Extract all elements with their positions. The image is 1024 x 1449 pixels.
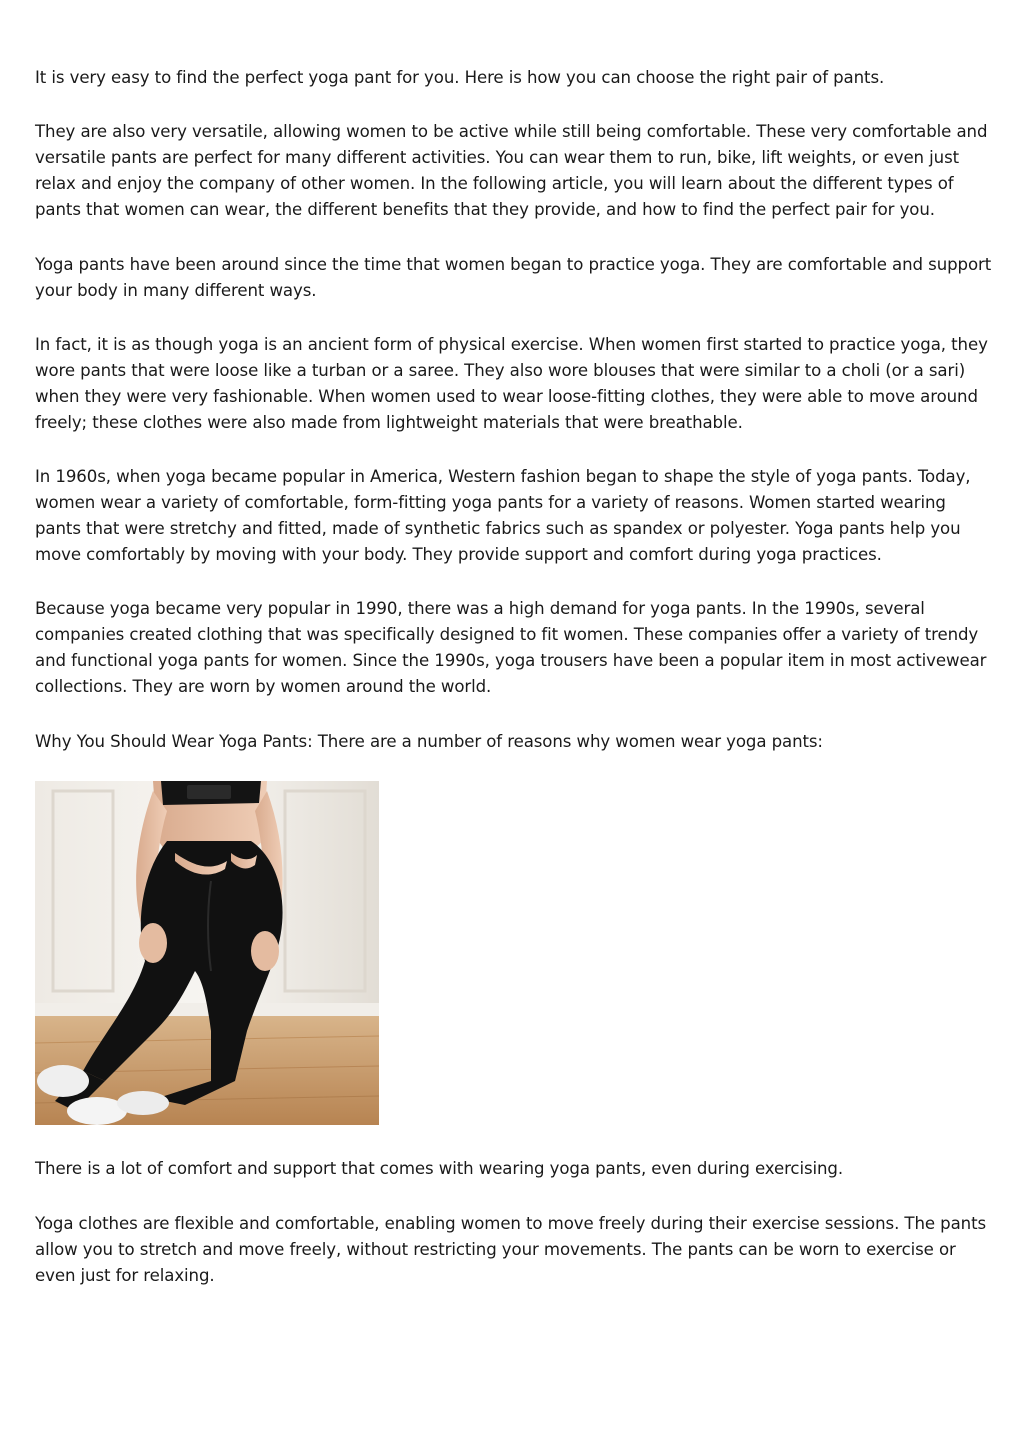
paragraph-history: Yoga pants have been around since the time that women began to practice yoga. They are comfortable and support your body in many different ways. — [35, 255, 992, 300]
paragraph-1990s: Because yoga became very popular in 1990, there was a high demand for yoga pants. In the 1990s, several companies created clothing that was specifically designed to fit women. These companies offer a variety of trendy and functional yoga pants for women. Since the 1990s, yoga trousers have been a popular item in most activewear collections. They are worn by women around the world. — [35, 599, 987, 696]
paragraph-flexible: Yoga clothes are flexible and comfortable, enabling women to move freely during their exercise sessions. The pants allow you to stretch and move freely, without restricting your movements. The pants can be worn to exercise or even just for relaxing. — [35, 1214, 987, 1285]
paragraph-ancient-form: In fact, it is as though yoga is an ancient form of physical exercise. When women first started to practice yoga, they wore pants that were loose like a turban or a saree. They also wore blouses that were similar to a choli (or a sari) when they were very fashionable. When women used to wear loose-fitting clothes, they were able to move around freely; these clothes were also made from lightweight materials that were breathable. — [35, 335, 988, 432]
paragraph-why-wear: Why You Should Wear Yoga Pants: There are a number of reasons why women wear yoga pants: — [35, 732, 823, 751]
yoga-pants-illustration — [35, 781, 379, 1125]
paragraph-intro: It is very easy to find the perfect yoga pant for you. Here is how you can choose the right pair of pants. — [35, 68, 885, 87]
paragraph-versatility: They are also very versatile, allowing women to be active while still being comfortable. These very comfortable and versatile pants are perfect for many different activities. You can wear them to run, bike, lift weights, or even just relax and enjoy the company of other women. In the following article, you will learn about the different types of pants that women can wear, the different benefits that they provide, and how to find the perfect pair for you. — [35, 122, 988, 219]
paragraph-1960s: In 1960s, when yoga became popular in America, Western fashion began to shape the style of yoga pants. Today, women wear a variety of comfortable, form-fitting yoga pants for a variety of reasons. Women started wearing pants that were stretchy and fitted, made of synthetic fabrics such as spandex or polyester. Yoga pants help you move comfortably by moving with your body. They provide support and comfort during yoga practices. — [35, 467, 971, 564]
yoga-pants-photo — [35, 781, 379, 1125]
paragraph-comfort-support: There is a lot of comfort and support that comes with wearing yoga pants, even during exercising. — [35, 1159, 844, 1178]
